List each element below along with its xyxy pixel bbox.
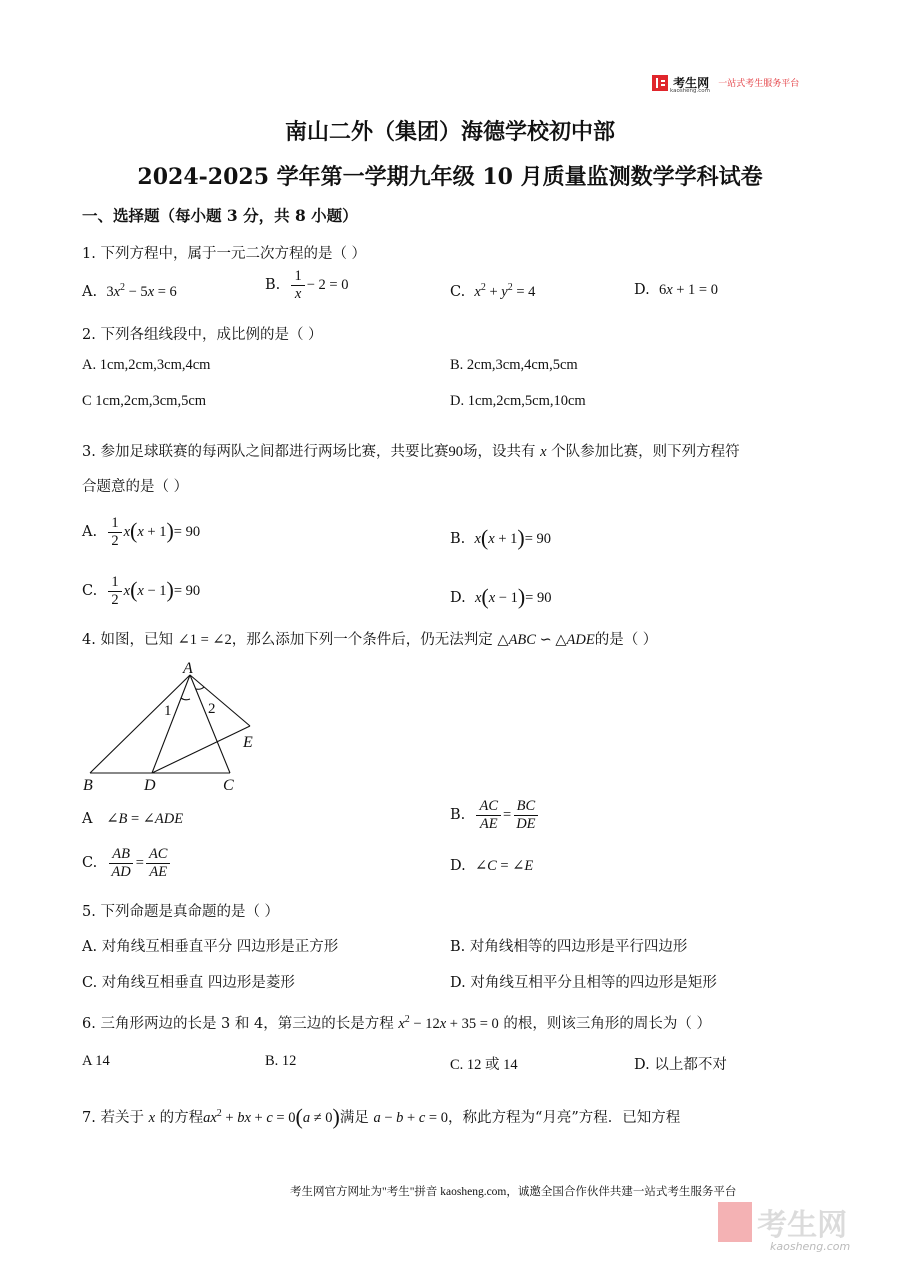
angle-2-arc [196,687,204,689]
q6-option-c: C. 12 或 14 [450,1057,518,1073]
q1-option-d: D. 6x + 1 = 0 [634,282,718,298]
q5-option-c: C. 对角线互相垂直 四边形是菱形 [82,975,295,991]
q3-option-a: A. $\frac{1}{2}$ x(x + 1)= 90 [82,515,201,549]
page-title: 南山二外（集团）海德学校初中部 [284,119,615,145]
q5-option-a: A. 对角线互相垂直平分 四边形是正方形 [82,939,339,955]
option-label: D. [450,590,466,606]
q2-option-d: D. 1cm,2cm,5cm,10cm [450,393,586,409]
angle-1-arc [181,698,190,700]
option-label: C. [82,855,98,872]
option-label: D. [634,282,650,298]
question-3-stem-line2: 合题意的是（ ） [82,479,189,495]
question-6-stem: 6. 三角形两边的长是 3 和 4，第三边的长是方程 $x^2 - 12x + 35 = 0$ 的根，则该三角形的周长为（ ） [82,1014,711,1032]
equation-rhs: = 90 [524,531,552,547]
vertex-b: B [83,777,93,794]
segment-ae [190,675,250,726]
segment-ab [90,675,190,773]
angle-2-label: 2 [208,701,216,717]
stem-part: ，那么添加下列一个条件后，仍无法判定 [231,632,493,648]
q5-option-b: B. 对角线相等的四边形是平行四边形 [450,939,688,955]
vertex-e: E [243,734,253,751]
stem-part: 的是（ ） [594,632,658,648]
q3-option-d: D. x(x − 1)= 90 [450,584,552,609]
option-label: A. [82,283,98,300]
q3-option-b: B. x(x + 1)= 90 [450,525,552,550]
section-heading: 一、选择题（每小题 3 分，共 8 小题） [82,206,358,225]
footer-text: 考生网官方网址为"考生"拼音 kaosheng.com，诚邀全国合作伙伴共建一站式考生服务平台 [290,1186,737,1198]
equation-rhs: = 90 [173,524,201,541]
option-label: A [82,811,93,827]
question-2-stem: 2. 下列各组线段中，成比例的是（ ） [82,327,323,343]
angle-1-label: 1 [164,703,172,719]
q1-option-c: C. $x^2 + y^2 = 4$ [450,282,536,300]
q2-option-a: A. 1cm,2cm,3cm,4cm [82,357,211,373]
vertex-d: D [144,777,156,794]
stem-part: 的根，则该三角形的周长为（ ） [503,1016,711,1032]
option-label: C. [450,283,466,300]
option-label: B. [450,531,466,547]
logo-text: 考生网 [673,76,710,90]
q3-option-c: C. $\frac{1}{2}$ x(x − 1)= 90 [82,574,201,608]
stem-part: 场，设共有 [462,444,536,460]
equation-rhs: = 90 [173,583,201,600]
stem-part: 3. 参加足球联赛的每两队之间都进行两场比赛，共要比赛 [82,444,449,460]
watermark-text: 考生网 [757,1208,848,1243]
segment-ac [190,675,230,773]
q4-option-c: C. $\frac{AB}{AD}$ = $\frac{AC}{AE}$ [82,846,172,880]
stem-part: 个队参加比赛，则下列方程符 [551,444,740,460]
q4-option-d: D. ∠C = ∠E [450,858,534,874]
q5-option-d: D. 对角线互相平分且相等的四边形是矩形 [450,975,717,991]
vertex-c: C [223,777,234,794]
option-label: C. [82,583,98,600]
question-3-stem [82,440,740,461]
watermark-logo-icon [718,1202,752,1242]
watermark-domain: kaosheng.com [770,1240,851,1253]
q1-option-b: B. $\frac{1}{x}$ − 2 = 0 [265,268,349,302]
option-label: B. [265,277,281,294]
q6-option-a: A 14 [82,1053,110,1069]
q6-option-b: B. 12 [265,1053,297,1069]
page-subtitle: 2024-2025 学年第一学期九年级 10 月质量监测数学学科试卷 [137,164,763,190]
question-5-stem: 5. 下列命题是真命题的是（ ） [82,904,280,920]
match-count: 90 [448,444,463,460]
q6-option-d: D. 以上都不对 [634,1057,727,1073]
q2-option-c: C 1cm,2cm,3cm,5cm [82,393,207,409]
stem-part: ，称此方程为“月亮”方程．已知方程 [447,1110,681,1126]
stem-part: 的方程 [159,1110,204,1126]
segment-ad [152,675,190,773]
question-4-stem: 4. 如图，已知 ∠1 = ∠2，那么添加下列一个条件后，仍无法判定 △ABC ∽ △ADE的是（ ） [82,632,658,648]
watermark [718,1200,847,1244]
q1-option-a: A. $3x^2 - 5x = 6$ [82,282,177,300]
equation-rhs: = 90 [525,590,552,606]
variable: x [540,444,547,460]
question-7-stem: 7. 若关于 x 的方程$ax^2$ + bx + c = 0(a ≠ 0)满足 a − b + c = 0，称此方程为“月亮”方程．已知方程 [82,1104,681,1129]
stem-part: 4. 如图，已知 [82,632,173,648]
segment-de [152,726,250,773]
stem-part: 7. 若关于 [82,1110,144,1126]
option-label: A. [82,524,98,541]
stem-part: 满足 [339,1110,369,1126]
q4-option-b: B. $\frac{AC}{AE}$ = $\frac{BC}{DE}$ [450,798,541,832]
logo-slogan: 一站式考生服务平台 [718,79,800,89]
option-label: D. [450,858,466,874]
vertex-a: A [183,660,193,677]
question-1-stem: 1. 下列方程中，属于一元二次方程的是（ ） [82,246,367,262]
q2-option-b: B. 2cm,3cm,4cm,5cm [450,357,578,373]
q4-option-a: A ∠B = ∠ADE [82,811,184,827]
stem-part: 6. 三角形两边的长是 3 和 4，第三边的长是方程 [82,1016,394,1032]
logo-domain: kaosheng.com [670,88,711,94]
option-label: B. [450,807,466,824]
kaosheng-logo-icon [652,75,668,91]
triangle-figure [75,658,275,798]
